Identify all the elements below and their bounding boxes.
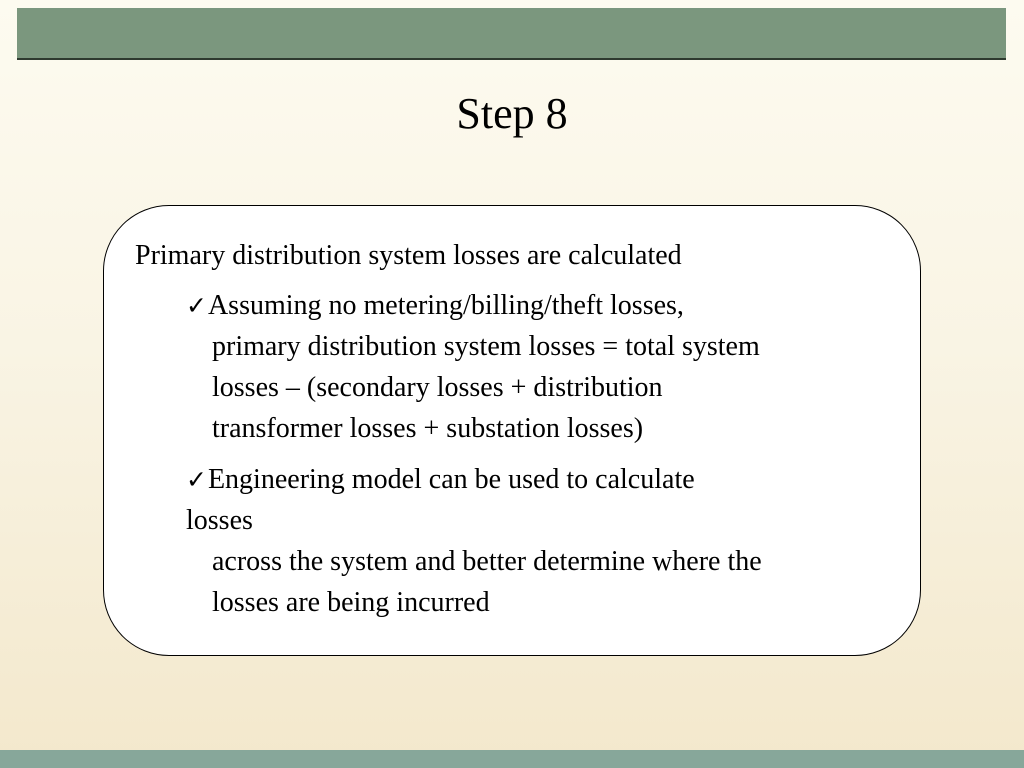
bullet-item-1 <box>186 285 760 449</box>
bullet-2-text-1: Engineering model can be used to calculate <box>207 464 695 495</box>
lead-statement: Primary distribution system losses are calculated <box>135 240 682 271</box>
bullet-2-line-1 <box>186 459 762 500</box>
bullet-1-line-3: losses – (secondary losses + distribution <box>212 372 663 403</box>
checkmark-icon: ✓ <box>186 465 207 494</box>
bullet-1-line-2: primary distribution system losses = total system <box>212 331 760 362</box>
bullet-1-line-4: transformer losses + substation losses) <box>212 413 644 444</box>
bullet-1-text-1: Assuming no metering/billing/theft losses, <box>207 290 684 321</box>
footer-band <box>0 750 1024 768</box>
bullet-2-line-2: losses <box>186 505 253 536</box>
bullet-2-line-4: losses are being incurred <box>212 587 490 618</box>
slide-title: Step 8 <box>456 89 568 138</box>
header-band <box>17 8 1006 60</box>
bullet-2-line-3: across the system and better determine where the <box>212 546 762 577</box>
checkmark-icon: ✓ <box>186 291 207 320</box>
bullet-item-2 <box>186 459 762 623</box>
bullet-1-line-1 <box>186 285 760 326</box>
